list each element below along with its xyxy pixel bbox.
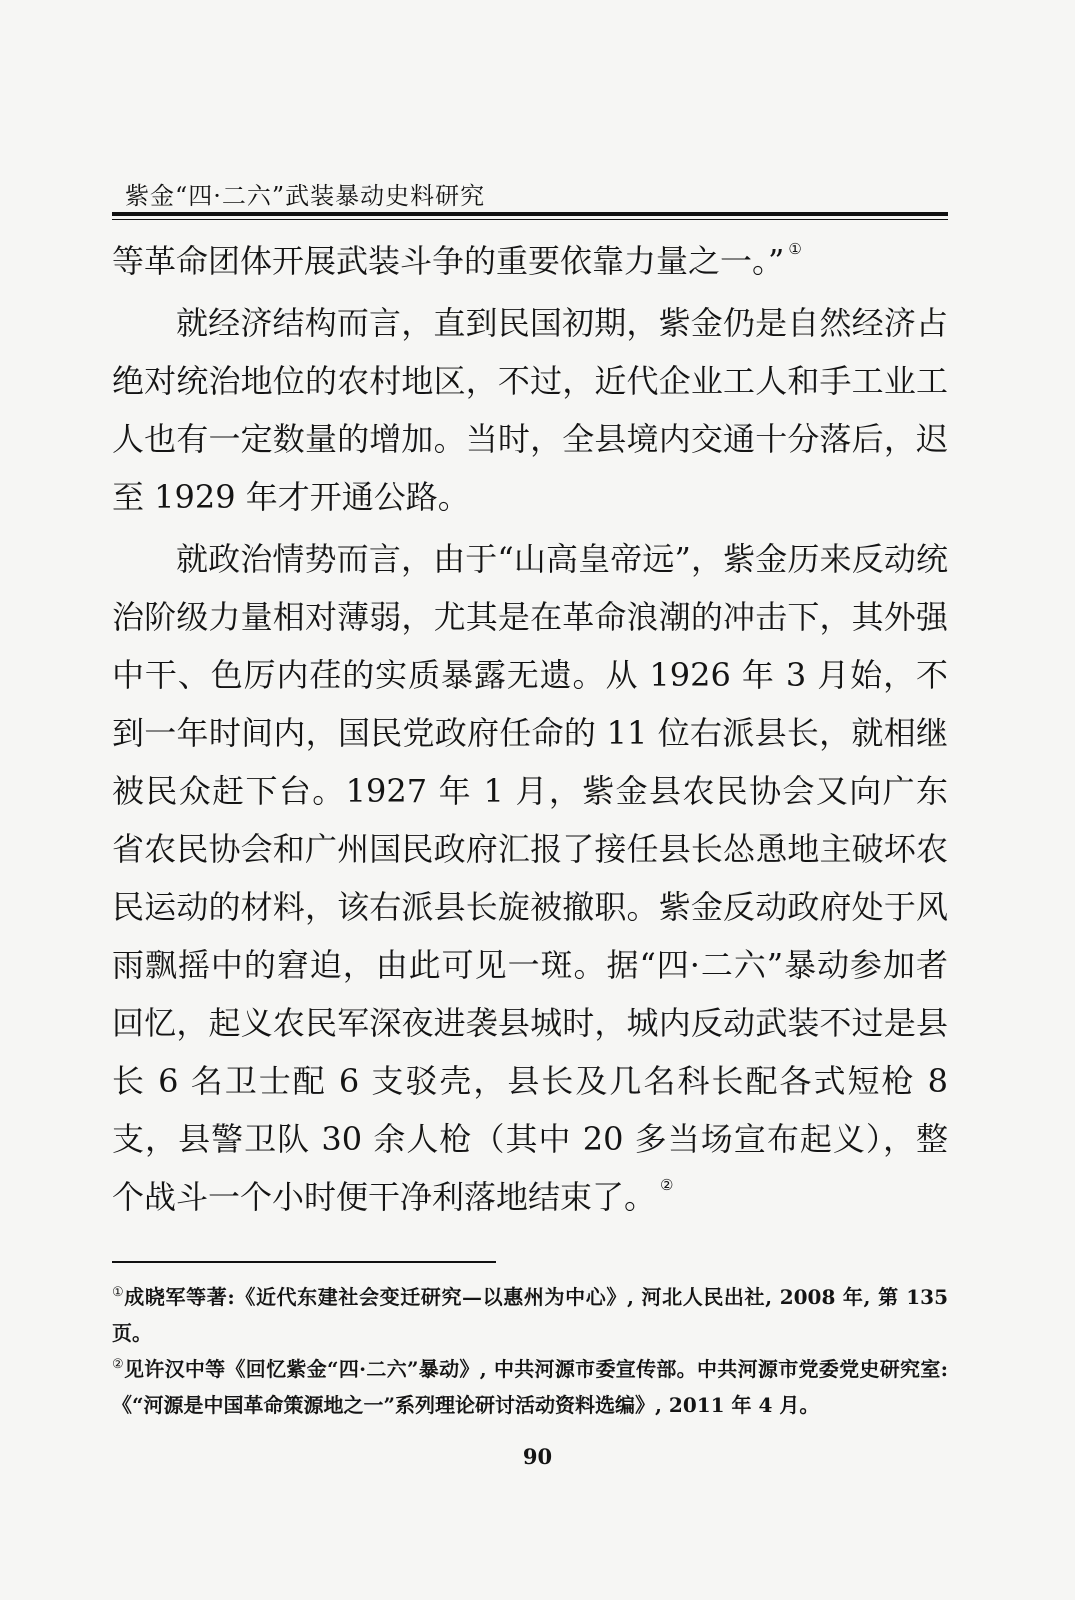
footnote-2-text: 见许汉中等《回忆紫金“四·二六”暴动》, 中共河源市委宣传部。中共河源市党委党史研究室:《“河源是中国革命策源地之一”系列理论研讨活动资料选编》, 2011 年 4 月。 bbox=[112, 1357, 949, 1417]
footnote-1-mark: ① bbox=[112, 1285, 125, 1300]
footnote-ref-2: ② bbox=[660, 1176, 674, 1194]
footnote-1-text: 成晓军等著:《近代东建社会变迁研究—以惠州为中心》, 河北人民出社, 2008 年, 第 135 页。 bbox=[112, 1285, 949, 1345]
footnotes bbox=[112, 1279, 948, 1423]
header-rule-thick bbox=[112, 212, 948, 216]
footnote-separator bbox=[112, 1261, 496, 1263]
paragraph-economic: 就经济结构而言，直到民国初期，紫金仍是自然经济占绝对统治地位的农村地区，不过，近代企业工人和手工业工人也有一定数量的增加。当时，全县境内交通十分落后，迟至 1929 年才开通公路。 bbox=[112, 304, 948, 516]
paragraph-1-text: 等革命团体开展武装斗争的重要依靠力量之一。” bbox=[112, 242, 785, 280]
footnote-2 bbox=[112, 1351, 948, 1423]
running-header-title: 紫金“四·二六”武装暴动史料研究 bbox=[125, 182, 486, 210]
footnote-ref-1: ① bbox=[788, 240, 802, 258]
footnote-1 bbox=[112, 1279, 948, 1351]
header-rule-thin bbox=[112, 219, 948, 220]
paragraph-3-text: 就政治情势而言，由于“山高皇帝远”，紫金历来反动统治阶级力量相对薄弱，尤其是在革命浪潮的冲击下，其外强中干、色厉内荏的实质暴露无遗。从 1926 年 3 月始，不到一年时间内，国民党政府任命的 11 位右派县长，就相继被民众赶下台。1927 年 1 月，紫金县农民协会又向广东省农民协会和广州国民政府汇报了接任县长怂恿地主破坏农民运动的材料，该右派县长旋被撤职。紫金反动政府处于风雨飘摇中的窘迫，由此可见一斑。据“四·二六”暴动参加者回忆，起义农民军深夜进袭县城时，城内反动武装不过是县长 6 名卫士配 6 支驳壳，县长及几名科长配各式短枪 8 支，县警卫队 30 余人枪（其中 20 多当场宣布起义），整个战斗一个小时便干净利落地结束了。 bbox=[112, 540, 948, 1216]
paragraph-political bbox=[112, 530, 948, 1226]
paragraph-continuation bbox=[112, 232, 948, 290]
page-number: 90 bbox=[522, 1444, 553, 1469]
footnote-2-mark: ② bbox=[112, 1357, 124, 1372]
main-text bbox=[112, 232, 948, 1226]
